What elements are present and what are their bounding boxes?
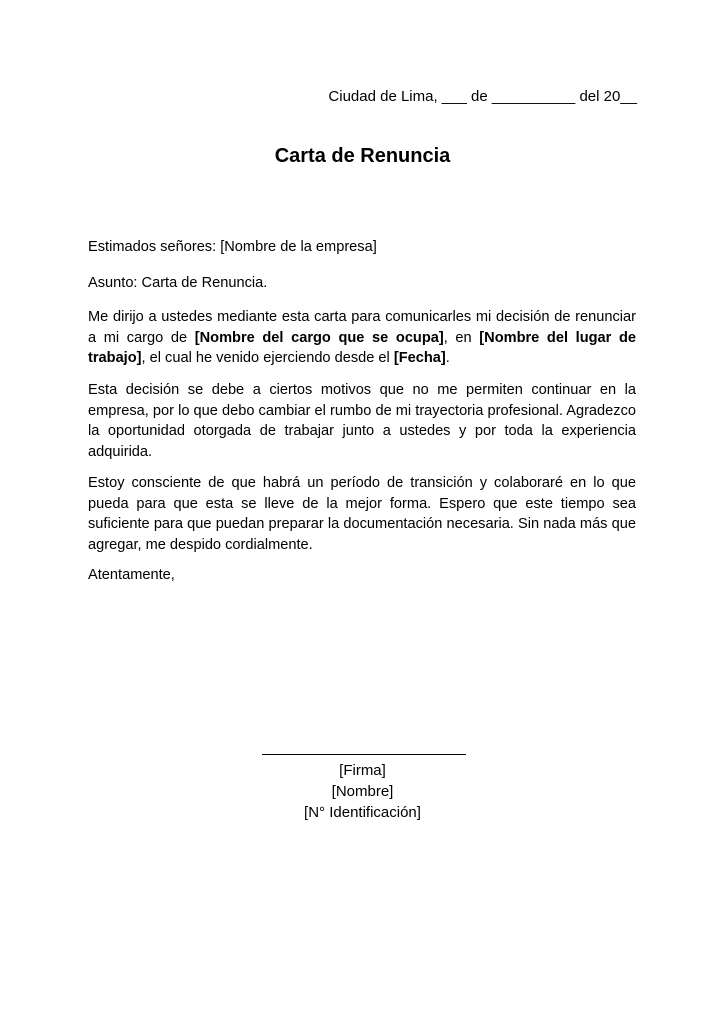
- paragraph-1-text: , el cual he venido ejerciendo desde el: [141, 350, 394, 366]
- signature-identificacion: [N° Identificación]: [304, 804, 421, 821]
- document-title: Carta de Renuncia: [274, 145, 451, 167]
- date-placeholder: [Fecha]: [393, 350, 446, 366]
- paragraph-3: [88, 473, 636, 555]
- paragraph-1: [88, 307, 636, 369]
- paragraph-1-text: , en: [443, 329, 480, 346]
- signature-nombre: [Nombre]: [331, 783, 394, 800]
- paragraph-3-text: Estoy consciente de que habrá un período de transición y colaboraré en lo que pueda para que esta se lleve de la mejor forma. Espero que este tiempo sea suficiente para que puedan preparar la documentación necesaria. Sin nada más que agregar, me despido cordialmente.: [88, 475, 636, 553]
- paragraph-2: [88, 380, 636, 462]
- paragraph-1-text: .: [445, 350, 450, 366]
- signature-line: [262, 754, 466, 755]
- paragraph-2-text: Esta decisión se debe a ciertos motivos que no me permiten continuar en la empresa, por lo que debo cambiar el rumbo de mi trayectoria profesional. Agradezco la oportunidad otorgada de trabajar junto a ustedes y por toda la experiencia adquirida.: [88, 382, 636, 460]
- signature-block: [0, 760, 725, 823]
- signature-firma: [Firma]: [339, 762, 386, 779]
- subject-line: Asunto: Carta de Renuncia.: [88, 275, 268, 291]
- paragraph-1-text: Me dirijo a ustedes mediante esta carta para comunicarles mi decisión de renunciar a mi cargo de: [88, 309, 636, 346]
- workplace-placeholder: [Nombre del lugar de trabajo]: [88, 329, 636, 366]
- date-line: Ciudad de Lima, ___ de __________ del 20__: [328, 88, 637, 105]
- job-title-placeholder: [Nombre del cargo que se ocupa]: [194, 329, 444, 346]
- greeting: Estimados señores: [Nombre de la empresa]: [88, 239, 377, 255]
- closing: Atentamente,: [88, 567, 175, 583]
